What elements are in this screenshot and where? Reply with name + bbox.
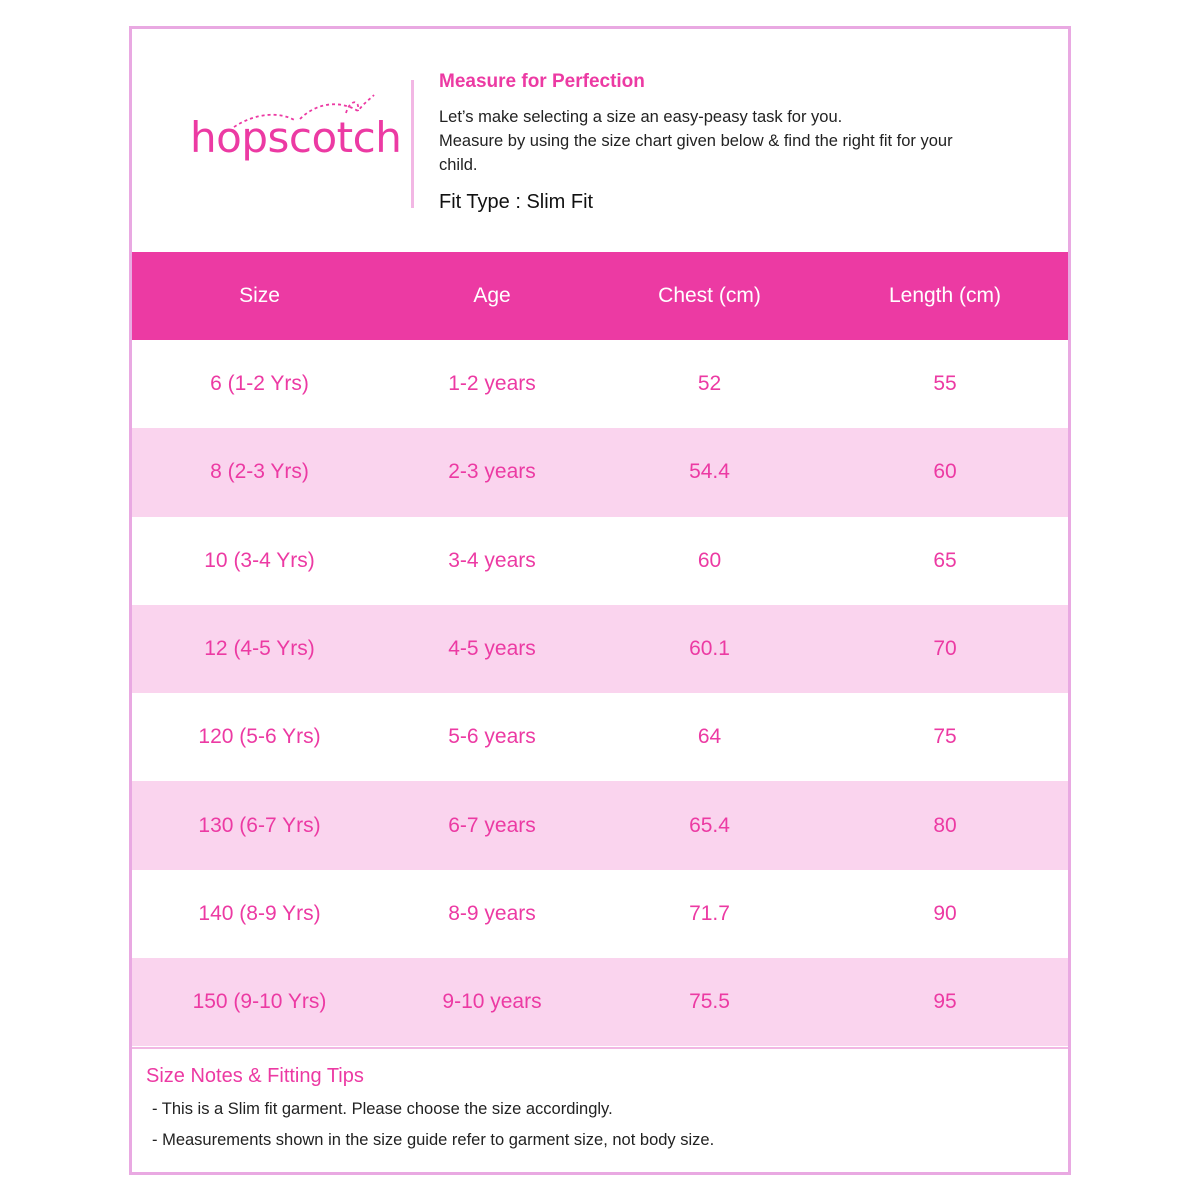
- cell-length: 70: [933, 637, 957, 661]
- intro-line-3: child.: [439, 156, 478, 174]
- cell-length: 65: [933, 548, 957, 572]
- cell-length: 75: [933, 725, 957, 749]
- intro-line-1: Let’s make selecting a size an easy-peasy task for you.: [439, 108, 843, 126]
- header-divider: [411, 80, 414, 208]
- cell-age: 9-10 years: [442, 990, 542, 1014]
- intro-block: [439, 71, 1039, 214]
- size-chart-header: [132, 29, 1068, 254]
- header-length: Length (cm): [888, 284, 1002, 307]
- table-row: [132, 781, 1068, 869]
- note-item: - This is a Slim fit garment. Please choose the size accordingly.: [152, 1100, 613, 1118]
- table-row: [132, 340, 1068, 428]
- cell-age: 3-4 years: [448, 548, 536, 572]
- table-header-row: [132, 252, 1068, 340]
- cell-size: 130 (6-7 Yrs): [198, 813, 321, 837]
- table-row: [132, 605, 1068, 693]
- cell-age: 2-3 years: [448, 460, 536, 484]
- table-row: [132, 693, 1068, 781]
- header-chest: Chest (cm): [658, 284, 761, 307]
- cell-age: 8-9 years: [448, 901, 536, 925]
- size-chart-card: [129, 26, 1071, 1175]
- cell-length: 60: [933, 460, 957, 484]
- cell-length: 95: [933, 990, 957, 1014]
- cell-size: 8 (2-3 Yrs): [210, 460, 309, 484]
- note-item: - Measurements shown in the size guide refer to garment size, not body size.: [152, 1131, 715, 1149]
- table-row: [132, 517, 1068, 605]
- cell-chest: 64: [697, 725, 722, 749]
- cell-size: 10 (3-4 Yrs): [204, 548, 315, 572]
- cell-chest: 54.4: [689, 460, 730, 484]
- cell-chest: 52: [697, 372, 722, 396]
- hopscotch-logo: [190, 91, 402, 181]
- table-row: [132, 958, 1068, 1046]
- header-age: Age: [473, 284, 511, 307]
- cell-age: 6-7 years: [448, 813, 536, 837]
- notes-title: Size Notes & Fitting Tips: [146, 1065, 364, 1087]
- notes-divider: [132, 1047, 1068, 1049]
- cell-age: 5-6 years: [448, 725, 536, 749]
- cell-age: 4-5 years: [448, 637, 536, 661]
- cell-size: 120 (5-6 Yrs): [198, 725, 321, 749]
- table-row: [132, 428, 1068, 516]
- cell-size: 12 (4-5 Yrs): [204, 637, 315, 661]
- cell-length: 90: [933, 901, 957, 925]
- cell-chest: 65.4: [689, 813, 730, 837]
- size-table: [132, 252, 1068, 1046]
- cell-chest: 71.7: [689, 901, 730, 925]
- header-size: Size: [239, 284, 280, 307]
- cell-chest: 60.1: [689, 637, 730, 661]
- size-notes: [146, 1065, 1046, 1162]
- cell-length: 80: [933, 813, 957, 837]
- cell-length: 55: [933, 372, 957, 396]
- cell-chest: 60: [697, 548, 722, 572]
- cell-size: 150 (9-10 Yrs): [192, 990, 327, 1014]
- table-row: [132, 870, 1068, 958]
- fit-type: Fit Type : Slim Fit: [439, 191, 594, 213]
- cell-age: 1-2 years: [448, 372, 536, 396]
- brand-name: hopscotch: [190, 113, 402, 162]
- cell-size: 140 (8-9 Yrs): [198, 901, 321, 925]
- cell-size: 6 (1-2 Yrs): [210, 372, 309, 396]
- intro-line-2: Measure by using the size chart given below & find the right fit for your: [439, 132, 953, 150]
- cell-chest: 75.5: [689, 990, 730, 1014]
- intro-title: Measure for Perfection: [439, 71, 645, 92]
